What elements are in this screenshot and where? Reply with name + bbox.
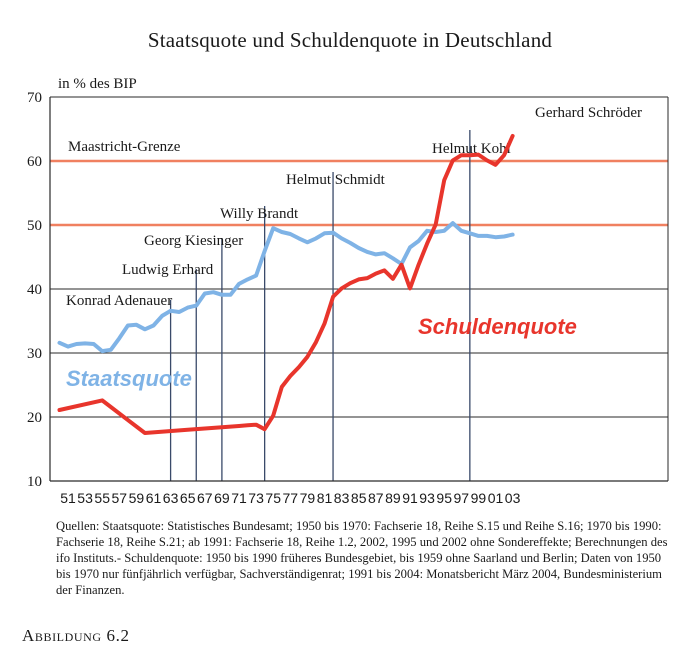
x-tick-label: 55 [94,490,110,506]
x-tick-label: 87 [368,490,384,506]
sources-note: Quellen: Staatsquote: Statistisches Bundesamt; 1950 bis 1970: Fachserie 18, Reihe S.15 und Reihe S.16; 1970 bis 1990: Fachserie 18, Reihe S.21; ab 1991: Fachserie 18, Reihe 1.2, 2002, 1995 und 2002 ohne Sondereffekte; Berechnungen des ifo Instituts.- Schuldenquote: 1950 bis 1990 früheres Bundesgebiet, bis 1959 ohne Saarland und Berlin; Daten von 1950 bis 1970 nur fünfjährlich verfügbar, Sachverständigenrat; 1991 bis 2004: Monatsbericht März 2004, Bundesministerium der Finanzen. [56,519,668,597]
x-tick-label: 03 [504,490,521,506]
x-tick-label: 63 [162,490,179,506]
y-tick-label: 70 [27,90,42,106]
x-tick-label: 61 [145,490,162,506]
x-tick-label: 79 [299,490,316,506]
x-tick-label: 99 [470,490,487,506]
y-axis-label: in % des BIP [58,76,137,92]
y-tick-label: 10 [27,474,42,490]
chart-title: Staatsquote und Schuldenquote in Deutschland [147,28,553,52]
x-tick-label: 53 [77,490,93,506]
x-tick-label: 01 [487,490,504,506]
chancellor-label: Gerhard Schröder [535,105,643,121]
y-tick-label: 60 [27,154,42,170]
chancellor-label: Willy Brandt [220,206,299,222]
x-tick-label: 95 [436,490,452,506]
x-tick-label: 89 [385,490,401,506]
x-tick-label: 57 [111,490,128,506]
x-tick-label: 73 [248,490,264,506]
y-tick-label: 20 [27,410,42,426]
x-tick-label: 91 [402,490,418,506]
chancellor-label: Helmut Kohl [432,141,511,157]
x-tick-label: 97 [453,490,470,506]
y-tick-label: 50 [27,218,42,234]
x-tick-label: 51 [60,490,76,506]
x-tick-label: 69 [214,490,230,506]
y-tick-label: 40 [27,282,42,298]
chancellor-label: Helmut Schmidt [286,172,385,188]
figure-label: Abbildung 6.2 [22,626,130,645]
chancellor-label: Konrad Adenauer [66,293,173,309]
x-tick-label: 93 [419,490,435,506]
reference-line-label: Maastricht-Grenze [68,139,181,155]
chancellor-label: Georg Kiesinger [144,233,244,249]
x-tick-label: 81 [316,490,333,506]
series-label-staatsquote: Staatsquote [66,366,192,391]
x-tick-label: 83 [333,490,350,506]
x-tick-label: 67 [197,490,213,506]
x-tick-label: 59 [128,490,145,506]
x-tick-label: 71 [231,490,247,506]
x-tick-label: 65 [179,490,196,506]
y-tick-label: 30 [27,346,42,362]
x-tick-label: 77 [282,490,299,506]
x-tick-label: 85 [350,490,367,506]
x-tick-label: 75 [265,490,281,506]
series-label-schuldenquote: Schuldenquote [418,314,577,339]
chancellor-label: Ludwig Erhard [122,262,214,278]
